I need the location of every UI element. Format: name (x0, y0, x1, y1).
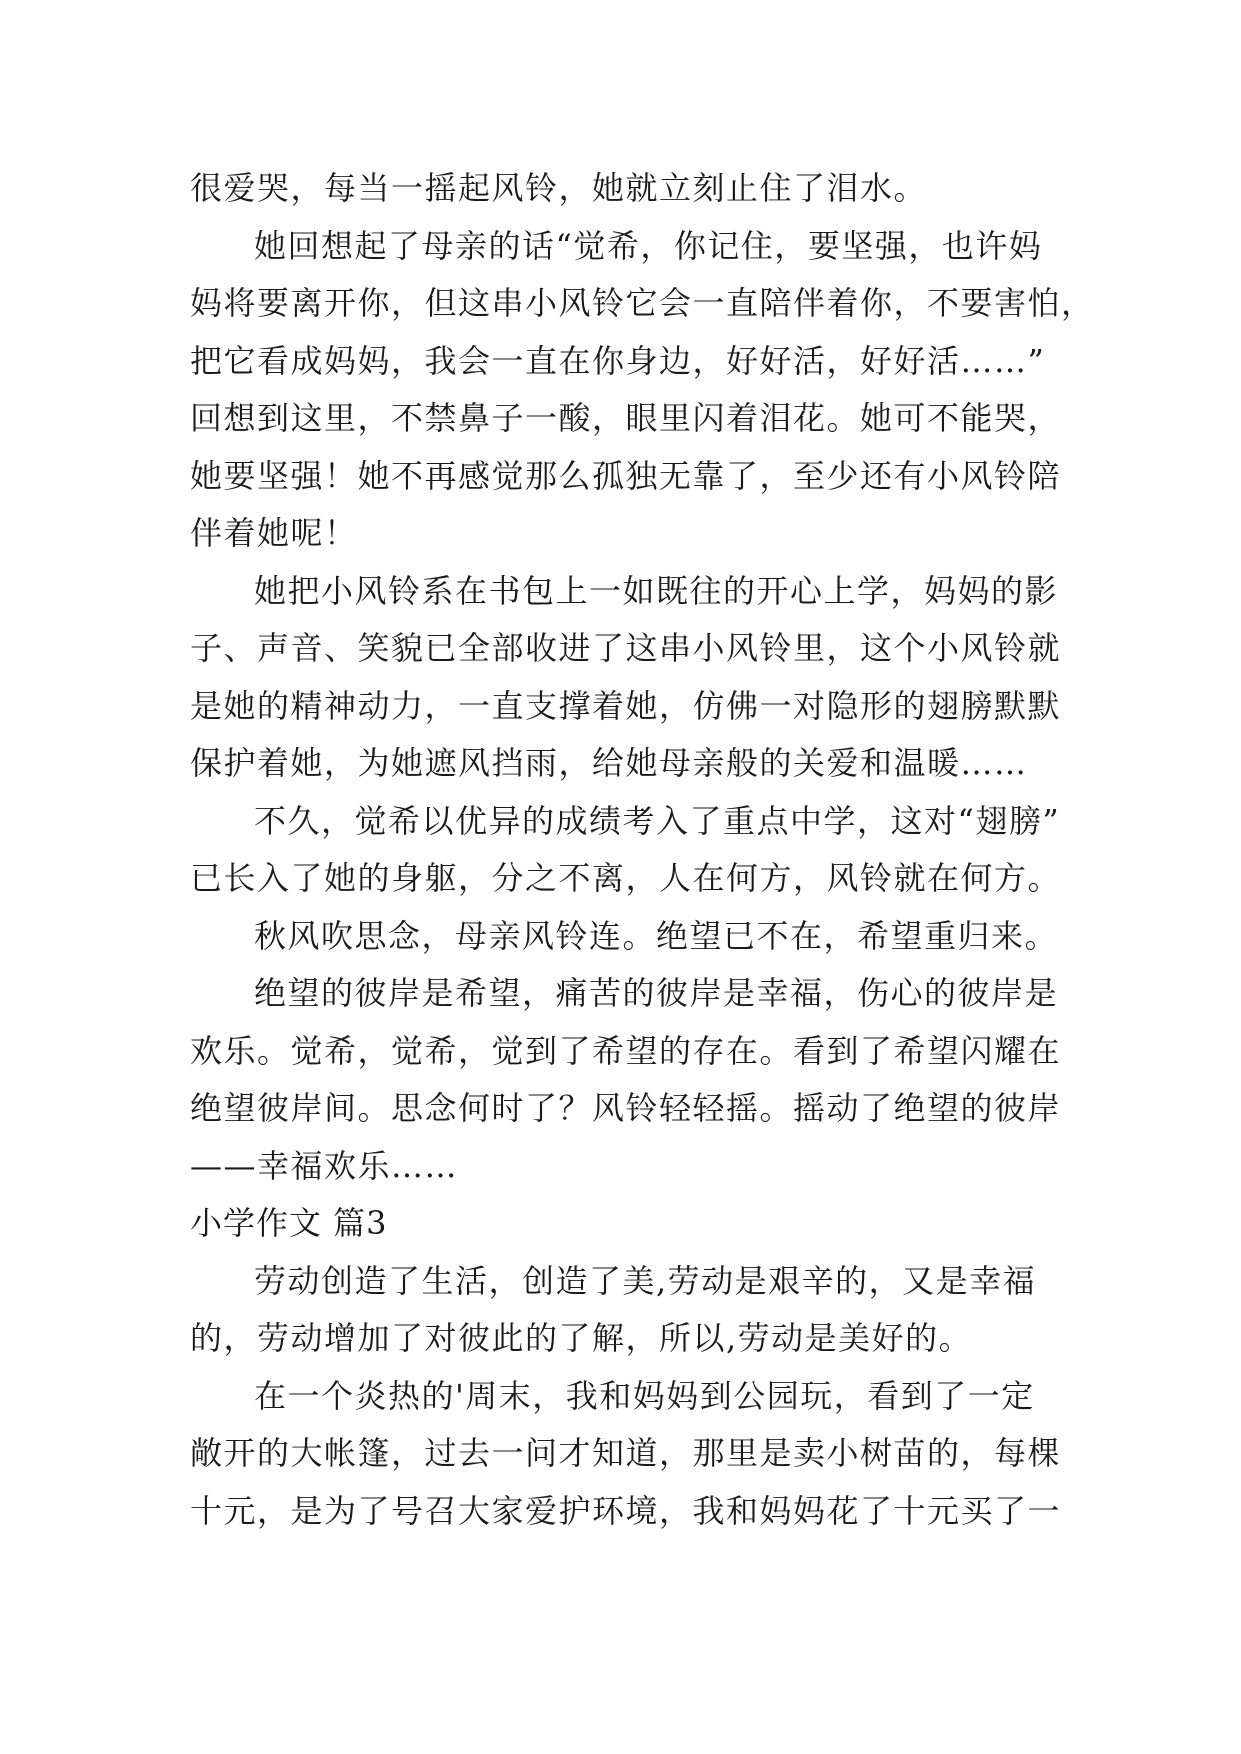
section-heading: 小学作文 篇3 (190, 1204, 388, 1242)
text-line: 把它看成妈妈，我会一直在你身边，好好活，好好活……” (190, 341, 1046, 380)
text-line: ——幸福欢乐…… (190, 1146, 459, 1185)
paragraph-start-line: 不久，觉希以优异的成绩考入了重点中学，这对“翅膀” (254, 801, 1061, 840)
text-line: 回想到这里，不禁鼻子一酸，眼里闪着泪花。她可不能哭， (190, 399, 1062, 437)
text-line: 伴着她呢！ (190, 514, 358, 552)
text-line: 十元，是为了号召大家爱护环境，我和妈妈花了十元买了一 (190, 1491, 1062, 1530)
text-line: 保护着她，为她遮风挡雨，给她母亲般的关爱和温暖…… (190, 744, 1028, 782)
paragraph-start-line: 她把小风铃系在书包上一如既往的开心上学，妈妈的影 (254, 571, 1059, 610)
text-line: 已长入了她的身躯，分之不离，人在何方，风铃就在何方。 (190, 859, 1062, 897)
text-line: 欢乐。觉希，觉希，觉到了希望的存在。看到了希望闪耀在 (190, 1031, 1062, 1070)
text-line: 妈将要离开你，但这串小风铃它会一直陪伴着你，不要害怕， (190, 284, 1095, 322)
text-line: 是她的精神动力，一直支撑着她，仿佛一对隐形的翅膀默默 (190, 686, 1062, 725)
text-line: 绝望彼岸间。思念何时了？风铃轻轻摇。摇动了绝望的彼岸 (190, 1089, 1062, 1127)
text-line: 她要坚强！她不再感觉那么孤独无靠了，至少还有小风铃陪 (190, 456, 1062, 495)
paragraph-start-line: 秋风吹思念，母亲风铃连。绝望已不在，希望重归来。 (254, 916, 1059, 955)
document-body (190, 160, 1095, 1540)
text-line: 敞开的大帐篷，过去一问才知道，那里是卖小树苗的，每棵 (190, 1434, 1062, 1472)
paragraph-start-line: 在一个炎热的'周末，我和妈妈到公园玩，看到了一定 (254, 1376, 1035, 1415)
paragraph-start-line: 劳动创造了生活，创造了美,劳动是艰辛的，又是幸福 (254, 1261, 1037, 1300)
text-line: 很爱哭，每当一摇起风铃，她就立刻止住了泪水。 (190, 169, 928, 207)
text-line: 子、声音、笑貌已全部收进了这串小风铃里，这个小风铃就 (190, 629, 1062, 667)
paragraph-start-line: 她回想起了母亲的话“觉希，你记住，要坚强，也许妈 (254, 226, 1043, 265)
paragraph-start-line: 绝望的彼岸是希望，痛苦的彼岸是幸福，伤心的彼岸是 (254, 974, 1059, 1012)
text-line: 的，劳动增加了对彼此的了解，所以,劳动是美好的。 (190, 1319, 973, 1357)
